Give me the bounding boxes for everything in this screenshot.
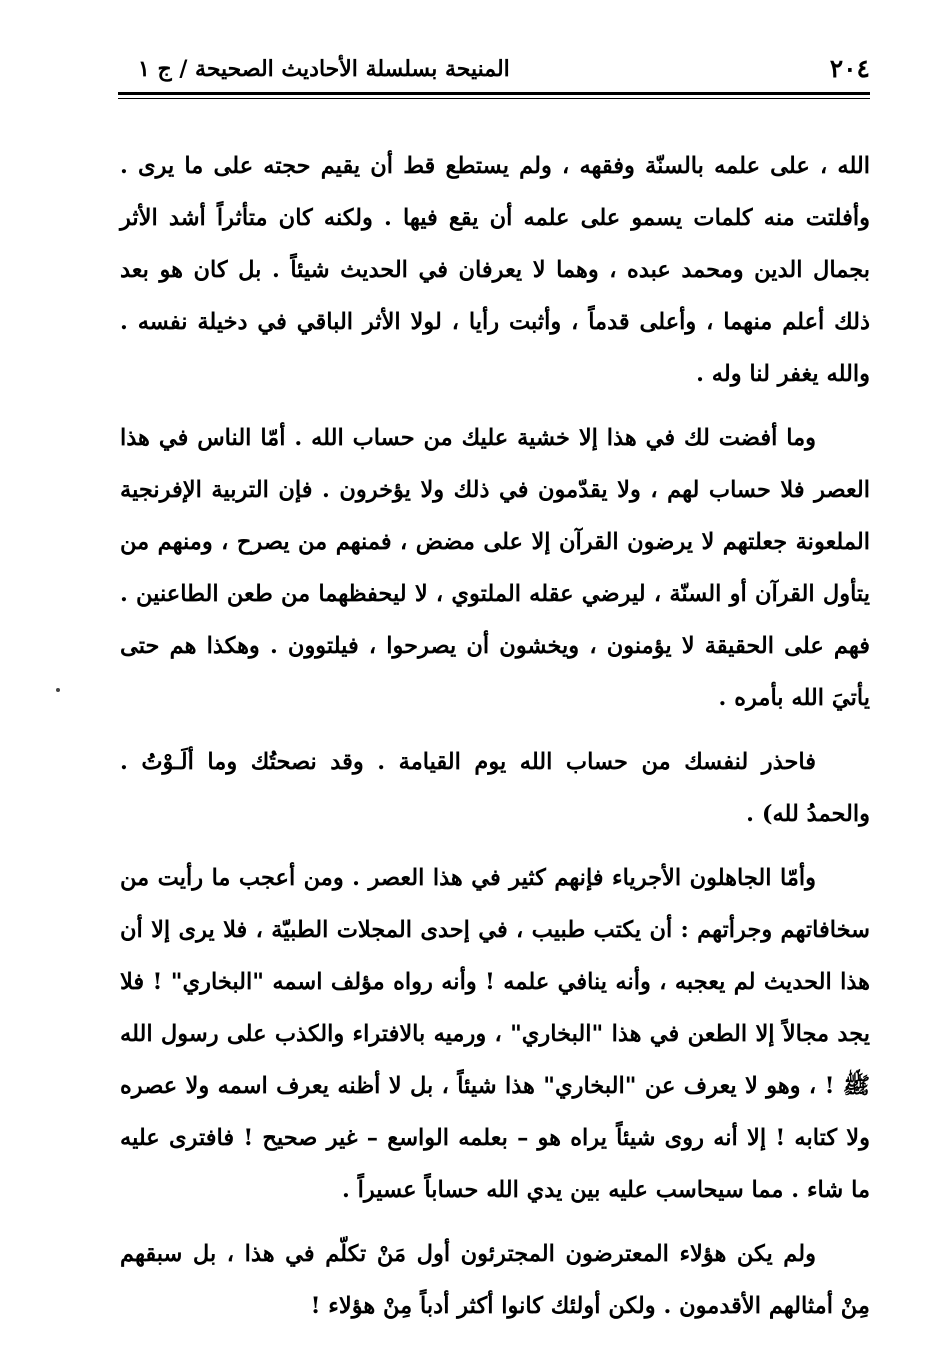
paragraph-5: ولم يكن هؤلاء المعترضون المجترئون أول مَنْ تكلّم في هذا ، بل سبقهم مِنْ أمثالهم الأقدمون . ولكن أولئك كانوا أكثر أدباً مِنْ هؤلاء ! xyxy=(120,1241,870,1319)
running-title: المنيحة بسلسلة الأحاديث الصحيحة / ج ١ xyxy=(138,56,510,82)
header-rule xyxy=(118,92,870,95)
header-rule-thin xyxy=(118,98,870,99)
paragraph-3: فاحذر لنفسك من حساب الله يوم القيامة . وقد نصحتُك وما ألَـوْتُ . والحمدُ لله) . xyxy=(120,749,870,827)
page-number: ٢٠٤ xyxy=(829,54,870,83)
paragraph-1: الله ، على علمه بالسنّة وفقهه ، ولم يستطع قط أن يقيم حجته على ما يرى . وأفلتت منه كلمات يسمو على علمه أن يقع فيها . ولكنه كان متأثراً أشد الأثر بجمال الدين ومحمد عبده ، وهما لا يعرفان في الحديث شيئاً . بل كان هو بعد ذلك أعلم منهما ، وأعلى قدماً ، وأثبت رأيا ، لولا الأثر الباقي في دخيلة نفسه . والله يغفر لنا وله . xyxy=(120,153,870,387)
scan-speck xyxy=(56,688,60,692)
paragraph-4: وأمّا الجاهلون الأجرياء فإنهم كثير في هذا العصر . ومن أعجب ما رأيت من سخافاتهم وجرأتهم : أن يكتب طبيب ، في إحدى المجلات الطبيّة ، فلا يرى إلا أن هذا الحديث لم يعجبه ، وأنه ينافي علمه ! وأنه رواه مؤلف اسمه "البخاري" ! فلا يجد مجالاً إلا الطعن في هذا "البخاري" ، ورميه بالافتراء والكذب على رسول الله ﷺ ! ، وهو لا يعرف عن "البخاري" هذا شيئاً ، بل لا أظنه يعرف اسمه ولا عصره ولا كتابه ! إلا أنه روى شيئاً يراه هو – بعلمه الواسع – غير صحيح ! فافترى عليه ما شاء . مما سيحاسب عليه بين يدي الله حساباً عسيراً . xyxy=(120,865,870,1203)
body-text xyxy=(120,140,870,1332)
page-header xyxy=(118,46,870,94)
paragraph-2: وما أفضت لك في هذا إلا خشية عليك من حساب الله . أمّا الناس في هذا العصر فلا حساب لهم ، ولا يقدّمون في ذلك ولا يؤخرون . فإن التربية الإفرنجية الملعونة جعلتهم لا يرضون القرآن إلا على مضض ، فمنهم من يصرح ، ومنهم من يتأول القرآن أو السنّة ، ليرضي عقله الملتوي ، لا ليحفظهما من طعن الطاعنين . فهم على الحقيقة لا يؤمنون ، ويخشون أن يصرحوا ، فيلتوون . وهكذا هم حتى يأتيَ الله بأمره . xyxy=(120,425,870,711)
